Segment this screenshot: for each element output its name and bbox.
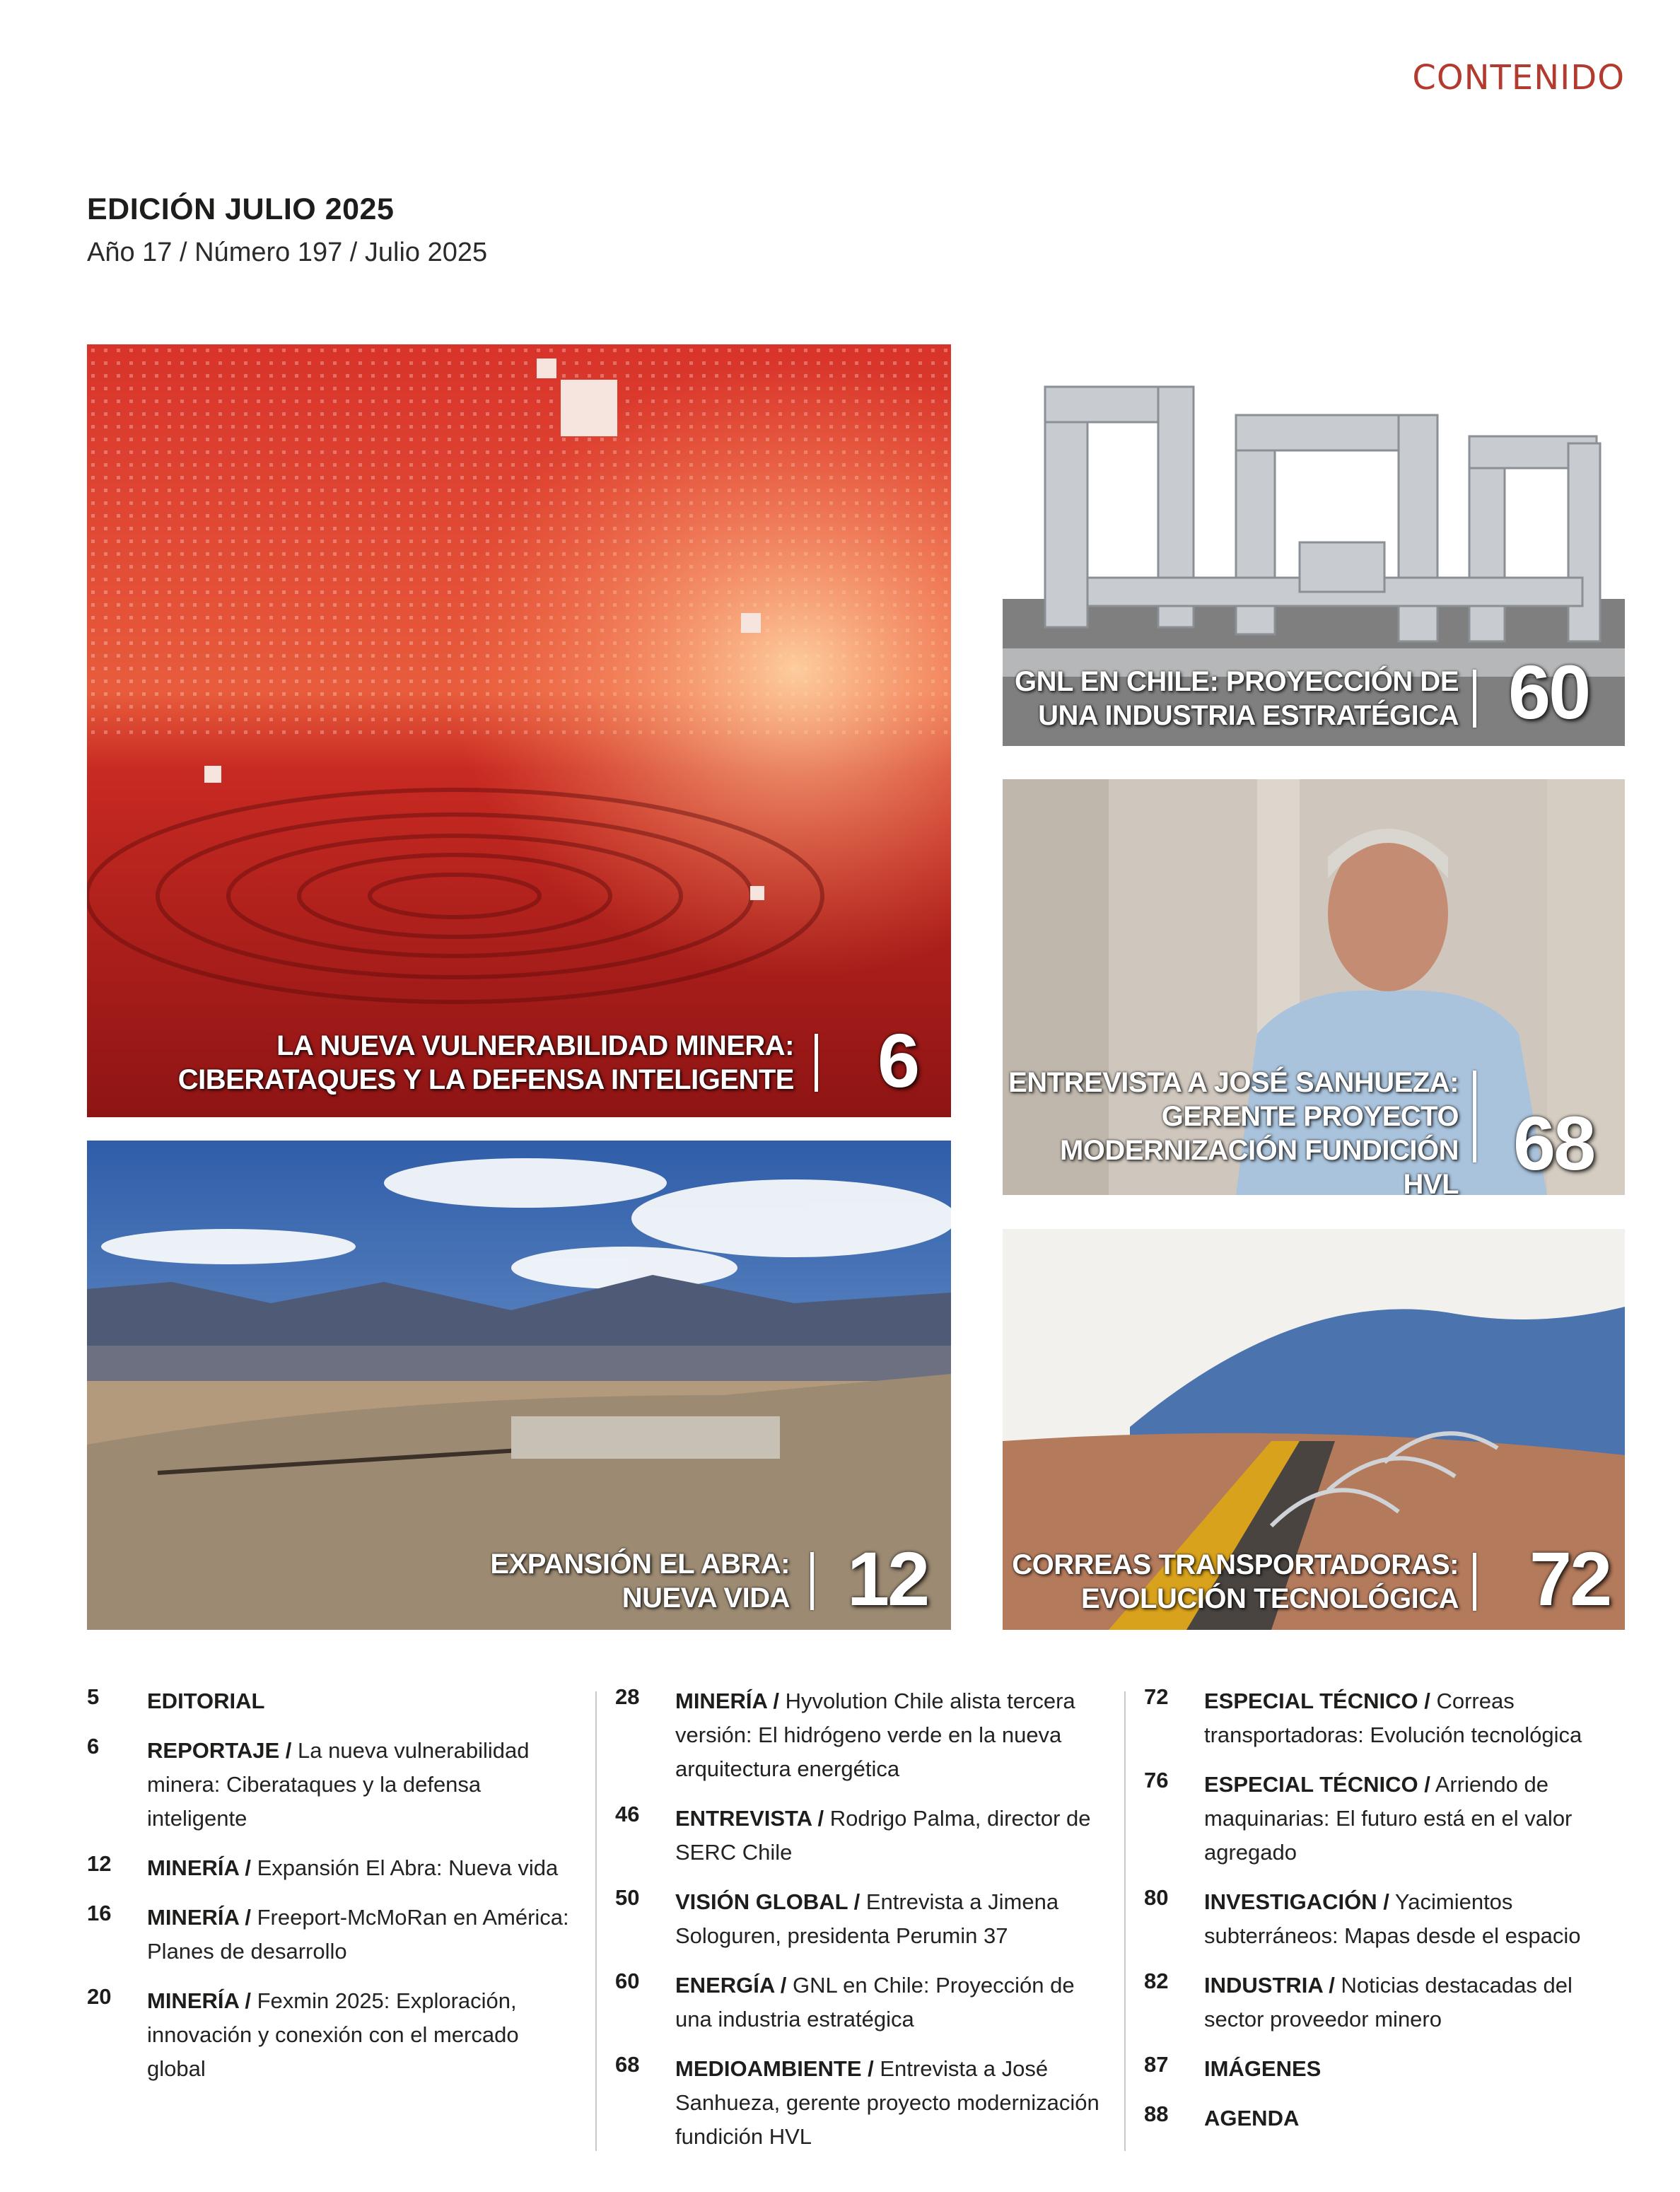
toc-entry[interactable]: [615, 1885, 1110, 1953]
feature-el-abra[interactable]: [87, 1141, 951, 1630]
toc-entry[interactable]: [87, 1734, 582, 1836]
feature-el-abra-page: 12: [847, 1536, 928, 1621]
toc-section: MINERÍA /: [147, 1905, 251, 1930]
toc-title: Noticias destacadas del sector proveedor minero: [1204, 1973, 1573, 2031]
toc-entry[interactable]: [1144, 2052, 1639, 2086]
toc-title: Entrevista a José Sanhueza, gerente proyecto modernización fundición HVL: [675, 2056, 1099, 2149]
toc-section: MINERÍA /: [147, 1855, 251, 1880]
toc-title: Correas transportadoras: Evolución tecnológica: [1204, 1689, 1582, 1747]
toc-section: ENERGÍA /: [675, 1973, 787, 1998]
toc-title: La nueva vulnerabilidad minera: Ciberataques y la defensa inteligente: [147, 1738, 530, 1831]
toc-title: Hyvolution Chile alista tercera versión: El hidrógeno verde en la nueva arquitectura energética: [675, 1689, 1075, 1781]
toc-page-number: 16: [87, 1901, 112, 1925]
toc-entry[interactable]: [615, 1969, 1110, 2036]
column-divider: [1124, 1691, 1126, 2151]
caption-divider: [1473, 1553, 1476, 1611]
feature-gnl-page: 60: [1508, 649, 1589, 735]
toc-entry[interactable]: [1144, 1684, 1639, 1752]
toc-entry[interactable]: [615, 2052, 1110, 2154]
toc-title: Rodrigo Palma, director de SERC Chile: [675, 1806, 1091, 1865]
caption-divider: [1473, 670, 1476, 728]
toc-entry[interactable]: [87, 1851, 582, 1885]
toc-page-number: 50: [615, 1885, 640, 1910]
caption-divider: [810, 1552, 814, 1610]
toc-page-number: 60: [615, 1969, 640, 1993]
toc-entry[interactable]: [87, 1901, 582, 1969]
feature-interview[interactable]: [1003, 779, 1625, 1195]
toc-section: EDITORIAL: [147, 1689, 265, 1713]
toc-title: Expansión El Abra: Nueva vida: [257, 1855, 559, 1880]
edition-subtitle: Año 17 / Número 197 / Julio 2025: [87, 238, 488, 267]
feature-conveyor-belts-caption: CORREAS TRANSPORTADORAS: EVOLUCIÓN TECNOLÓGICA: [1012, 1549, 1459, 1614]
toc-section: MEDIOAMBIENTE /: [675, 2056, 874, 2081]
toc-section: MINERÍA /: [147, 1988, 251, 2013]
toc-page-number: 12: [87, 1851, 112, 1876]
feature-interview-page: 68: [1513, 1100, 1594, 1186]
toc-column-1: [87, 1684, 582, 2101]
toc-page-number: 20: [87, 1984, 112, 2009]
toc-section: REPORTAJE /: [147, 1738, 292, 1763]
toc-entry[interactable]: [87, 1984, 582, 2086]
feature-cyberattacks-caption: LA NUEVA VULNERABILIDAD MINERA: CIBERATAQUES Y LA DEFENSA INTELIGENTE: [177, 1030, 794, 1095]
toc-section: IMÁGENES: [1204, 2056, 1322, 2081]
toc-title: Yacimientos subterráneos: Mapas desde el espacio: [1204, 1889, 1581, 1948]
caption-divider: [815, 1034, 818, 1092]
toc-title: Freeport-McMoRan en América: Planes de desarrollo: [147, 1905, 569, 1964]
toc-entry[interactable]: [1144, 2101, 1639, 2135]
toc-entry[interactable]: [615, 1802, 1110, 1870]
feature-el-abra-caption: EXPANSIÓN EL ABRA: NUEVA VIDA: [490, 1549, 790, 1614]
toc-page-number: 80: [1144, 1885, 1169, 1910]
feature-gnl[interactable]: [1003, 344, 1625, 746]
toc-page-number: 68: [615, 2052, 640, 2077]
toc-section: ESPECIAL TÉCNICO /: [1204, 1772, 1430, 1797]
toc-entry[interactable]: [1144, 1969, 1639, 2036]
toc-title: GNL en Chile: Proyección de una industria estratégica: [675, 1973, 1075, 2031]
toc-entry[interactable]: [1144, 1885, 1639, 1953]
toc-title: Arriendo de maquinarias: El futuro está en el valor agregado: [1204, 1772, 1573, 1865]
feature-gnl-caption: GNL EN CHILE: PROYECCIÓN DE UNA INDUSTRIA ESTRATÉGICA: [1014, 666, 1459, 731]
toc-title: Fexmin 2025: Exploración, innovación y conexión con el mercado global: [147, 1988, 519, 2081]
caption-divider: [1473, 1071, 1476, 1162]
toc-page-number: 87: [1144, 2052, 1169, 2077]
toc-section: VISIÓN GLOBAL /: [675, 1889, 861, 1914]
feature-conveyor-belts-page: 72: [1529, 1536, 1611, 1621]
section-label: CONTENIDO: [1412, 58, 1625, 98]
toc-page-number: 6: [87, 1734, 100, 1759]
toc-entry[interactable]: [615, 1684, 1110, 1786]
toc-entry[interactable]: [87, 1684, 582, 1718]
feature-cyberattacks[interactable]: [87, 344, 951, 1117]
toc-entry[interactable]: [1144, 1768, 1639, 1870]
toc-column-3: [1144, 1684, 1639, 2151]
toc-title: Entrevista a Jimena Sologuren, presidenta Perumin 37: [675, 1889, 1059, 1948]
cyber-mine-image: [87, 344, 951, 1117]
toc-page-number: 46: [615, 1802, 640, 1826]
toc-section: AGENDA: [1204, 2106, 1300, 2130]
toc-page-number: 28: [615, 1684, 640, 1709]
toc-section: ENTREVISTA /: [675, 1806, 824, 1831]
toc-page-number: 72: [1144, 1684, 1169, 1709]
toc-section: INDUSTRIA /: [1204, 1973, 1335, 1998]
toc-page-number: 88: [1144, 2101, 1169, 2126]
toc-section: MINERÍA /: [675, 1689, 779, 1713]
toc-page-number: 76: [1144, 1768, 1169, 1792]
toc-section: INVESTIGACIÓN /: [1204, 1889, 1389, 1914]
feature-conveyor-belts[interactable]: [1003, 1229, 1625, 1630]
toc-column-2: [615, 1684, 1110, 2169]
toc-page-number: 82: [1144, 1969, 1169, 1993]
toc-page-number: 5: [87, 1684, 100, 1709]
feature-cyberattacks-page: 6: [877, 1018, 918, 1103]
feature-interview-caption: ENTREVISTA A JOSÉ SANHUEZA: GERENTE PROYECTO MODERNIZACIÓN FUNDICIÓN HVL: [1008, 1067, 1459, 1195]
edition-title: EDICIÓN JULIO 2025: [87, 192, 395, 226]
toc-section: ESPECIAL TÉCNICO /: [1204, 1689, 1430, 1713]
